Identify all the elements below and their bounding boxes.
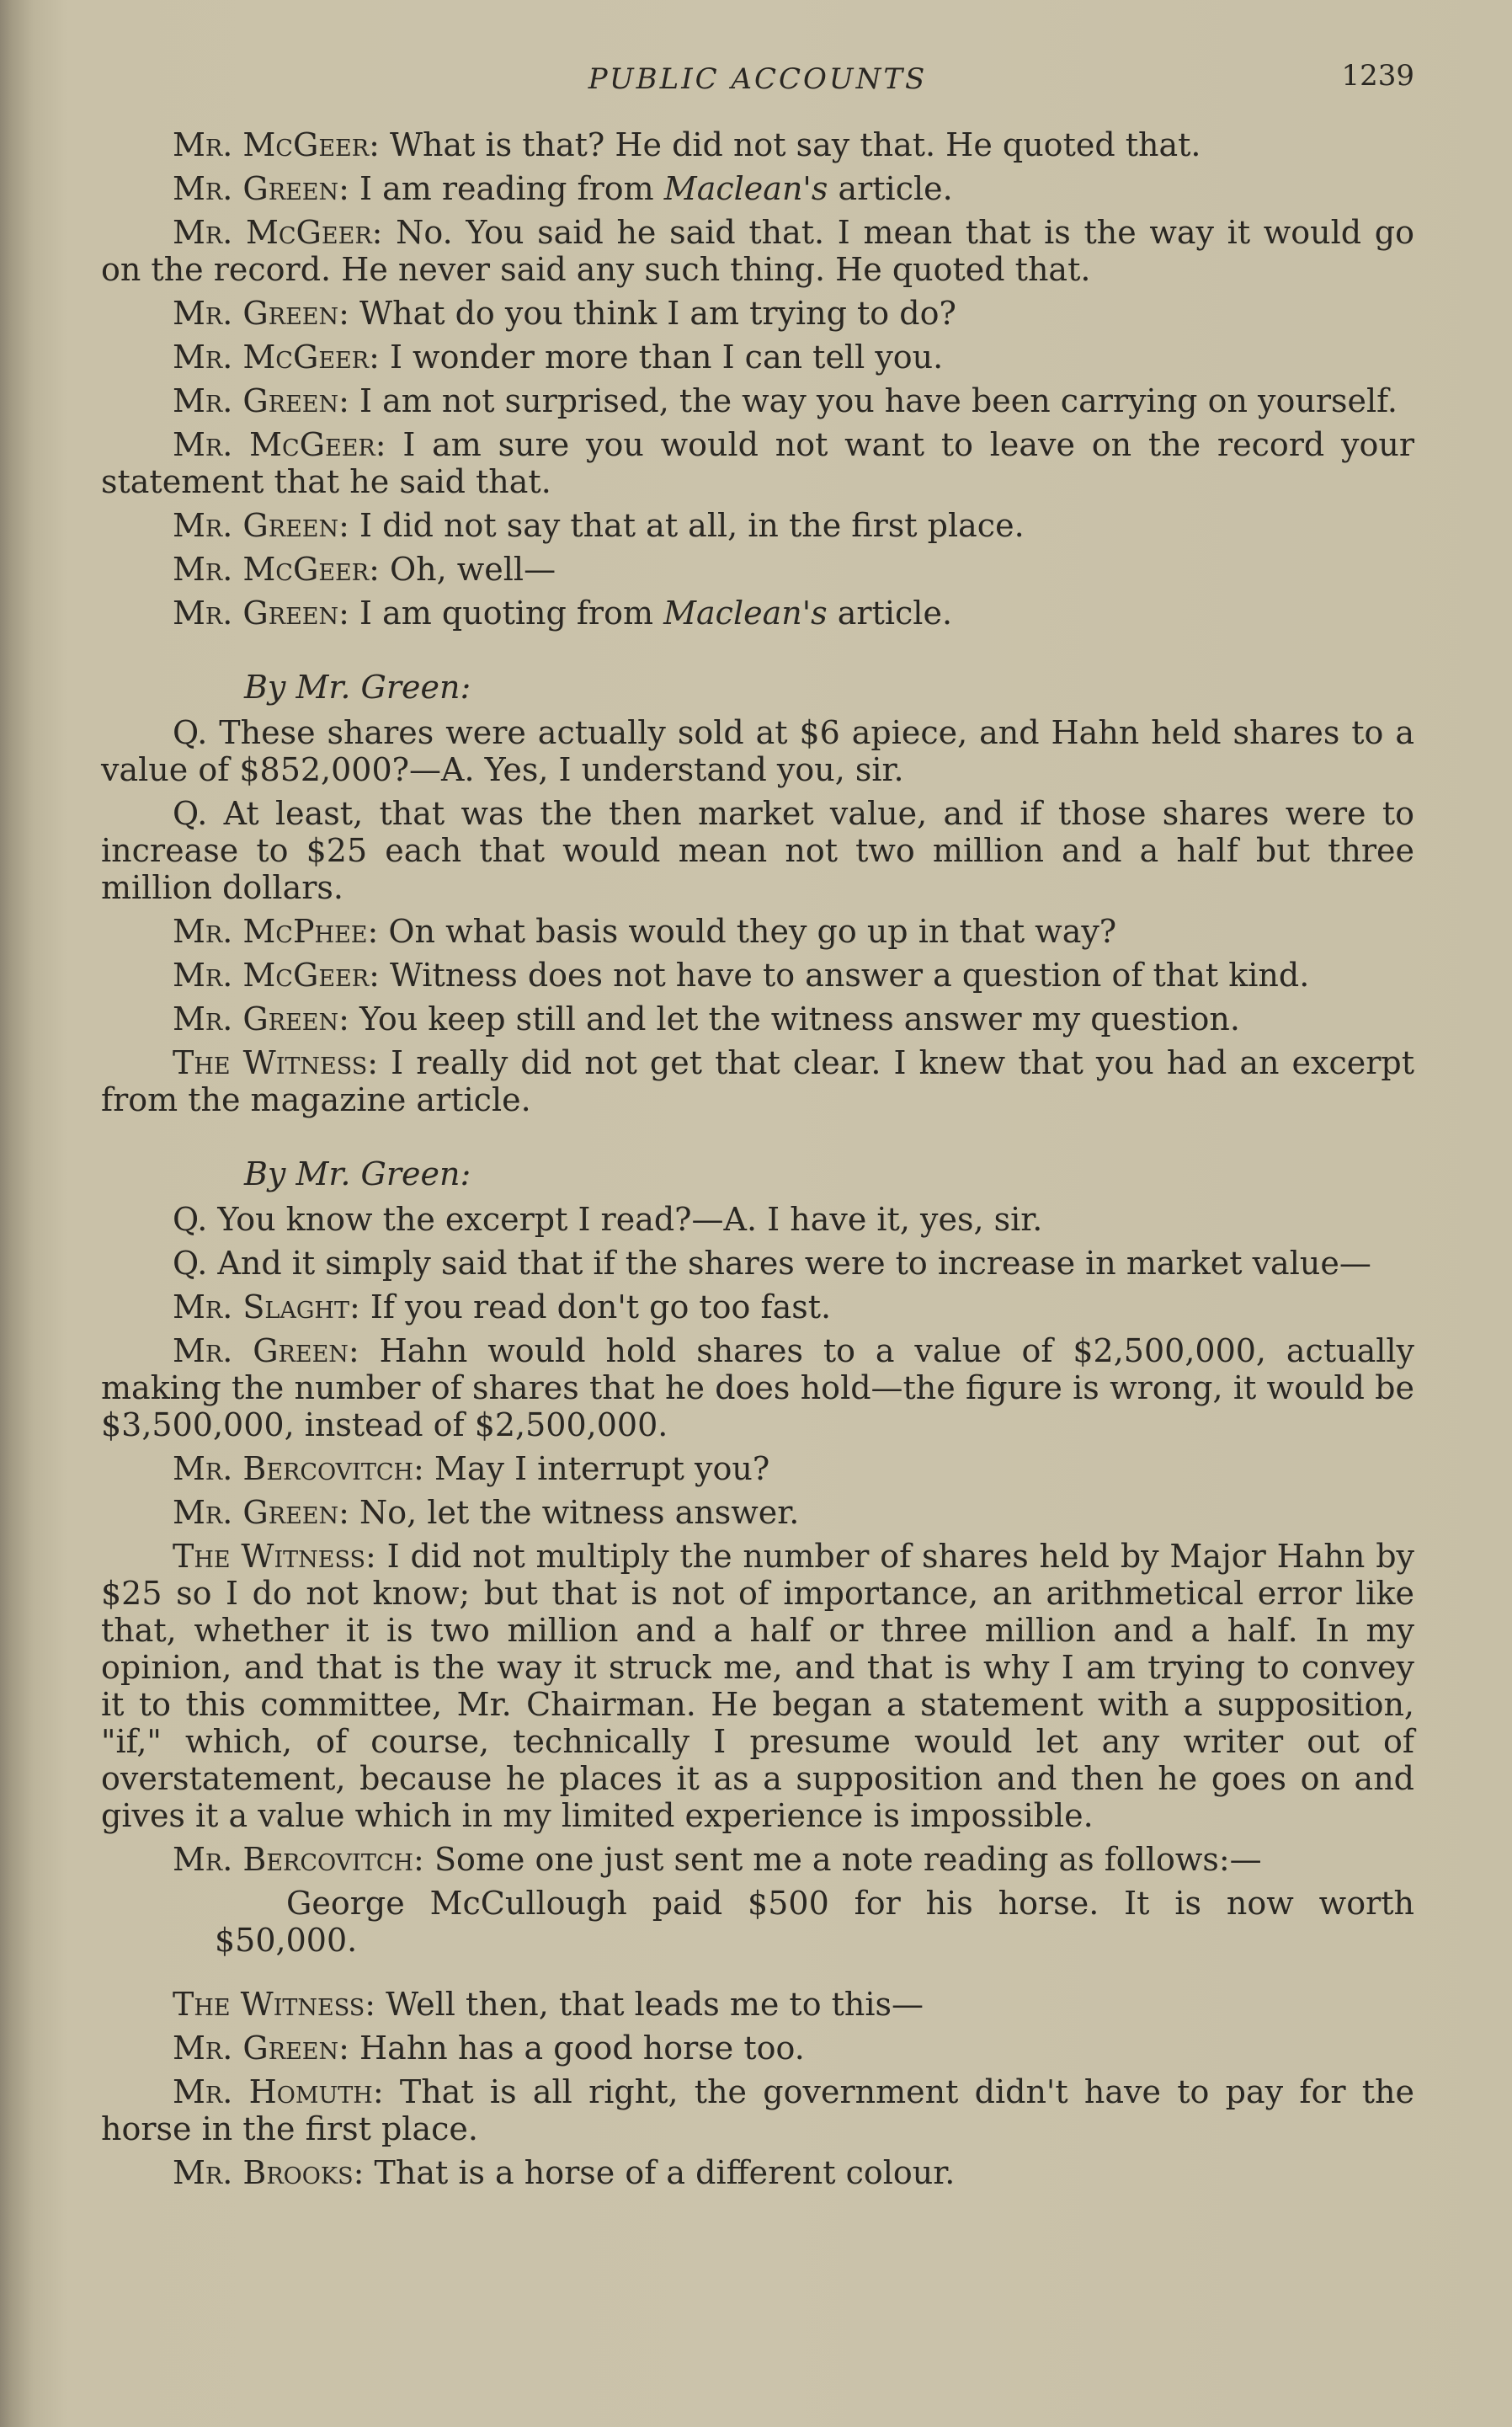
paragraph	[101, 214, 1414, 288]
quoted-note: George McCullough paid $500 for his horse. It is now worth $50,000.	[215, 1885, 1414, 1959]
speech-text: Oh, well—	[389, 551, 556, 588]
paragraph	[101, 1288, 1414, 1326]
speaker-name: Mr. Green:	[173, 595, 349, 632]
paragraph	[101, 2154, 1414, 2191]
speech-text: That is a horse of a different colour.	[374, 2154, 956, 2191]
question-answer: Q. These shares were actually sold at $6 apiece, and Hahn held shares to a value of $852,000?—A. Yes, I understand you, sir.	[101, 714, 1414, 788]
speaker-name: Mr. Brooks:	[173, 2154, 365, 2191]
paragraph	[101, 1494, 1414, 1531]
paragraph	[101, 382, 1414, 419]
paragraph	[101, 295, 1414, 332]
speech-text: I wonder more than I can tell you.	[389, 339, 944, 376]
speaker-name: Mr. Slaght:	[173, 1288, 360, 1326]
paragraph	[101, 2030, 1414, 2067]
speech-text: article.	[837, 595, 953, 632]
paragraph	[101, 507, 1414, 544]
speech-text: On what basis would they go up in that way?	[388, 913, 1117, 950]
speech-text: Some one just sent me a note reading as follows:—	[434, 1841, 1262, 1878]
speech-text: I did not multiply the number of shares held by Major Hahn by $25 so I do not know; but that is not of importance, an arithmetical error like that, whether it is two million and a half or three million and a half. In my opinion, and that is the way it struck me, and that is why I am trying to convey it to this committee, Mr. Chairman. He began a statement with a supposition, "if," which, of course, technically I presume would let any writer out of overstatement, because he places it as a supposition and then he goes on and gives it a value which in my limited experience is impossible.	[101, 1538, 1414, 1834]
paragraph	[101, 551, 1414, 588]
examiner-byline: By Mr. Green:	[244, 1155, 471, 1192]
paragraph	[101, 339, 1414, 376]
speech-text: I am reading from	[359, 170, 654, 207]
speaker-name: Mr. Bercovitch:	[173, 1841, 424, 1878]
question-answer: Q. You know the excerpt I read?—A. I have it, yes, sir.	[173, 1201, 1043, 1238]
speaker-name: Mr. Green:	[173, 382, 349, 419]
speaker-name: Mr. McGeer:	[173, 957, 380, 994]
paragraph	[101, 1538, 1414, 1834]
speech-text: I did not say that at all, in the first place.	[359, 507, 1025, 544]
magazine-title: Maclean's	[663, 595, 828, 632]
paragraph	[101, 1450, 1414, 1487]
speaker-name: Mr. McPhee:	[173, 913, 379, 950]
paragraph	[101, 170, 1414, 207]
speaker-name: Mr. Green:	[173, 170, 349, 207]
paragraph	[101, 1332, 1414, 1443]
page-header	[101, 59, 1414, 101]
speech-text: No, let the witness answer.	[359, 1494, 800, 1531]
paragraph	[101, 2073, 1414, 2147]
paragraph	[101, 1986, 1414, 2023]
speech-text: Hahn has a good horse too.	[359, 2030, 805, 2067]
speech-text: Well then, that leads me to this—	[386, 1986, 924, 2023]
paragraph	[101, 595, 1414, 632]
speaker-name: Mr. McGeer:	[173, 426, 386, 463]
question-answer: Q. At least, that was the then market value, and if those shares were to increase to $25 each that would mean not two million and a half but three million dollars.	[101, 795, 1414, 906]
paragraph	[101, 126, 1414, 163]
speaker-name: Mr. McGeer:	[173, 339, 380, 376]
paragraph	[101, 1000, 1414, 1037]
paragraph	[101, 426, 1414, 500]
speech-text: I am not surprised, the way you have been carrying on yourself.	[359, 382, 1398, 419]
speech-text: Hahn would hold shares to a value of $2,500,000, actually making the number of shares that he does hold—the figure is wrong, it would be $3,500,000, instead of $2,500,000.	[101, 1332, 1414, 1443]
speaker-name: The Witness:	[173, 1538, 376, 1575]
speaker-name: Mr. Green:	[173, 1000, 349, 1037]
speaker-name: Mr. Bercovitch:	[173, 1450, 424, 1487]
magazine-title: Maclean's	[663, 170, 828, 207]
speaker-name: Mr. Green:	[173, 1332, 359, 1369]
speech-text: I really did not get that clear. I knew that you had an excerpt from the magazine article.	[101, 1044, 1414, 1118]
speaker-name: Mr. Green:	[173, 507, 349, 544]
speaker-name: The Witness:	[173, 1986, 376, 2023]
speech-text: What is that? He did not say that. He quoted that.	[389, 126, 1201, 163]
speech-text: You keep still and let the witness answer my question.	[359, 1000, 1240, 1037]
speech-text: What do you think I am trying to do?	[359, 295, 956, 332]
paragraph	[101, 1044, 1414, 1118]
speaker-name: Mr. McGeer:	[173, 214, 383, 251]
speech-text: No. You said he said that. I mean that is the way it would go on the record. He never said any such thing. He quoted that.	[101, 214, 1414, 288]
speech-text: That is all right, the government didn't have to pay for the horse in the first place.	[101, 2073, 1414, 2147]
paragraph	[101, 957, 1414, 994]
running-head: PUBLIC ACCOUNTS	[588, 62, 928, 96]
speaker-name: Mr. McGeer:	[173, 126, 380, 163]
speaker-name: Mr. Green:	[173, 2030, 349, 2067]
page-body	[101, 126, 1414, 2198]
page-number: 1239	[1341, 59, 1414, 93]
speech-text: article.	[838, 170, 953, 207]
paragraph	[101, 913, 1414, 950]
paragraph	[101, 1841, 1414, 1878]
speaker-name: Mr. Homuth:	[173, 2073, 384, 2110]
speech-text: May I interrupt you?	[434, 1450, 770, 1487]
question-answer: Q. And it simply said that if the shares were to increase in market value—	[173, 1245, 1371, 1282]
speech-text: Witness does not have to answer a question of that kind.	[389, 957, 1310, 994]
speech-text: I am quoting from	[359, 595, 654, 632]
speaker-name: Mr. Green:	[173, 295, 349, 332]
speaker-name: Mr. Green:	[173, 1494, 349, 1531]
speech-text: I am sure you would not want to leave on the record your statement that he said that.	[101, 426, 1414, 500]
speech-text: If you read don't go too fast.	[370, 1288, 832, 1326]
examiner-byline: By Mr. Green:	[244, 669, 471, 706]
speaker-name: Mr. McGeer:	[173, 551, 380, 588]
speaker-name: The Witness:	[173, 1044, 379, 1081]
